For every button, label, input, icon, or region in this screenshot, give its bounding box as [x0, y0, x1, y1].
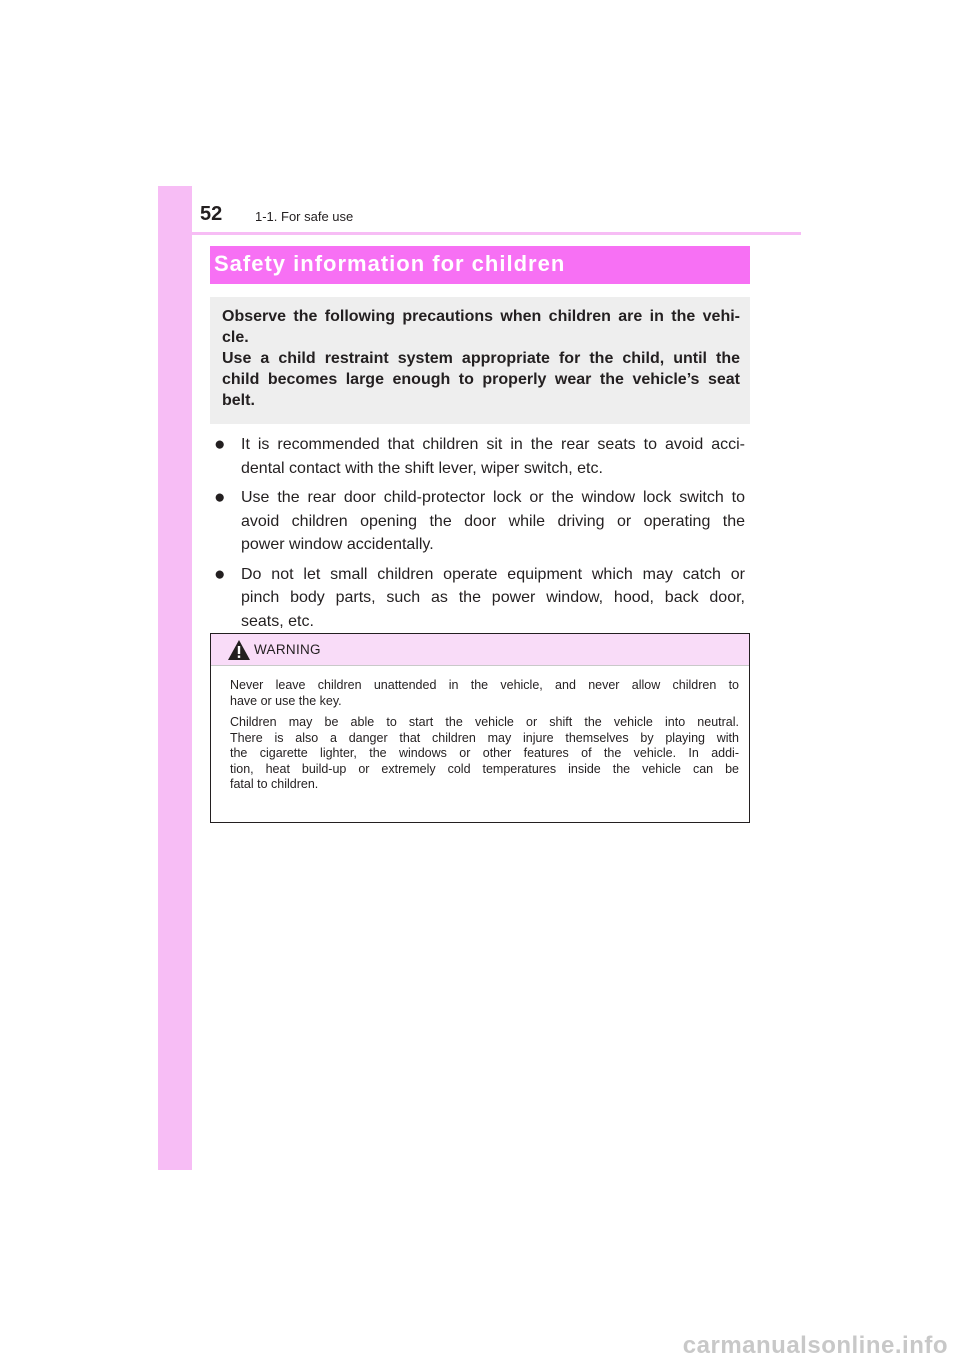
list-item	[214, 433, 745, 480]
warning-triangle-icon	[227, 639, 251, 661]
header-rule	[158, 232, 801, 235]
warning-label: WARNING	[254, 642, 321, 657]
warning-line: fatal to children.	[230, 777, 319, 791]
warning-header	[211, 634, 749, 666]
page-number: 52	[200, 203, 223, 225]
warning-paragraph	[230, 678, 739, 709]
title-bar	[210, 246, 750, 284]
intro-line: child becomes large enough to properly wear the vehicle’s seat	[222, 371, 740, 388]
section-label: 1-1. For safe use	[255, 209, 354, 224]
warning-paragraph	[230, 715, 739, 793]
warning-line: have or use the key.	[230, 693, 342, 708]
bullet-dot-icon: ●	[214, 563, 226, 585]
warning-line: Never leave children unattended in the vehicle, and never allow children to	[230, 678, 739, 692]
list-item-line: pinch body parts, such as the power window, hood, back door,	[241, 589, 745, 606]
list-item-line: Do not let small children operate equipment which may catch or	[241, 565, 745, 583]
page-title: Safety information for children	[214, 251, 566, 276]
bullet-dot-icon: ●	[214, 434, 226, 455]
intro-box	[210, 297, 750, 424]
bullet-dot-icon: ●	[214, 487, 226, 508]
list-item-line: seats, etc.	[241, 612, 314, 630]
side-tab-bar	[158, 186, 192, 1170]
watermark	[0, 1330, 960, 1358]
watermark-text: carmanualsonline.info	[682, 1332, 948, 1359]
list-item-line: It is recommended that children sit in the rear seats to avoid acci-	[241, 436, 745, 453]
warning-body	[211, 666, 749, 793]
warning-line: Children may be able to start the vehicle or shift the vehicle into neutral.	[230, 715, 739, 729]
list-item-line: dental contact with the shift lever, wiper switch, etc.	[241, 459, 603, 477]
intro-line: cle.	[222, 329, 249, 346]
warning-box	[210, 633, 750, 823]
list-item	[214, 486, 745, 557]
warning-line: tion, heat build-up or extremely cold temperatures inside the vehicle can be	[230, 761, 739, 776]
list-item-line: power window accidentally.	[241, 536, 434, 553]
list-item-line: Use the rear door child-protector lock or the window lock switch to	[241, 489, 745, 506]
list-item	[214, 563, 745, 634]
bullet-list	[214, 433, 745, 639]
intro-line: Observe the following precautions when children are in the vehi-	[222, 308, 740, 325]
list-item-line: avoid children opening the door while driving or operating the	[241, 512, 745, 530]
intro-line: belt.	[222, 392, 255, 409]
intro-line: Use a child restraint system appropriate for the child, until the	[222, 350, 740, 367]
warning-line: the cigarette lighter, the windows or other features of the vehicle. In addi-	[230, 746, 739, 760]
warning-line: There is also a danger that children may injure themselves by playing with	[230, 730, 739, 745]
